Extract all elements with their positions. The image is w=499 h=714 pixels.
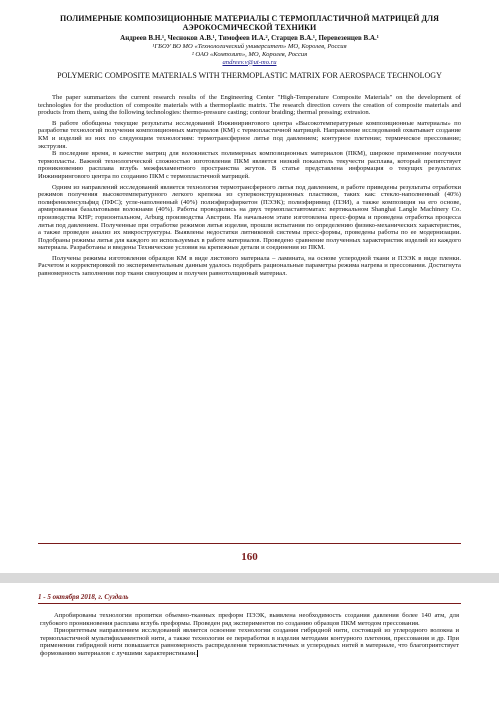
- body-paragraph: В последние время, в качестве матриц для волокнистых полимерных композиционных материалов (ПКМ), широкое применение получили термопласты. Важной технологической сложностью изготовления ПКМ является низкий показатель текучести расплава, который препятствует проникновению расплава вглубь межфиламентного пространства жгутов. В статье представлена информация о текущих результатах Инжинирингового центра по созданию ПКМ с термопластичной матрицей.: [38, 150, 461, 180]
- author-list: [38, 34, 461, 43]
- conference-header: 1 - 5 октября 2018, г. Суздаль: [38, 583, 461, 604]
- body-paragraph: Получены режимы изготовления образцов КМ в виде листового материала – ламината, на основе углеродной ткани и ПЭЭК в виде пленки. Расчетом и корректировкой по экспериментальным данным удалось подобрать рациональные параметры режима нагрева и прессования. Достигнута равномерность заполнения пор ткани связующим и получен равнотолщинный материал.: [38, 254, 461, 278]
- document-page-bottom: [0, 583, 499, 714]
- paper-title: ПОЛИМЕРНЫЕ КОМПОЗИЦИОННЫЕ МАТЕРИАЛЫ С ТЕРМОПЛАСТИЧНОЙ МАТРИЦЕЙ ДЛЯ АЭРОКОСМИЧЕСКОЙ ТЕХНИКИ: [59, 14, 440, 32]
- body-paragraph: Одним из направлений исследований является технология термотрансферного литья под давлением, в работе приведены результаты отработки режимов получения высокотемпературного легкого крепежа из суперконструкционных пластиков, таких как: стекло-наполненный (40%) полифениленсульфид (ПФС); угле-наполненный (40%) полиэфирэфиркетон (ПЭЭК); полиэфиримид (ПЭИ), а также композиция на его основе, армированная базальтовыми волокнами (40%). Работы проводились на двух термопластавтоматах: вертикальном Shanghai Langle Machinery Co. производства КНР; горизонтальном, Arburg производства Австрии. На начальном этапе изготовлена пресс-форма и проведена отработка процесса литья под давлением. Полученные при отработке режимов литья изделия, прошли испытания по определению физико-механических характеристик, а также проведен анализ их микроструктуры. Выявлены недостатки литниковой системы пресс-формы, проведены работы по ее модернизации. Подобраны режимы литья для каждого из используемых в работе материалов. Проведено сравнение полученных характеристик изделий из каждого материала. Разработаны и введены Технические условия на крепежные детали и соединения из ПКМ.: [38, 183, 461, 252]
- footer-rule: [38, 543, 461, 544]
- body-paragraph: [40, 627, 459, 657]
- body-paragraph-text: Приоритетным направлением исследований является освоение технологии создания гибридной нити, состоящей из углеродного волокна и термопластичной мультифиламентной нити, а также технологии ее переработки в изделия методами контурного плетения, прессования и др. При применении гибридной нити повышается равномерность распределения термопластичных и углеродных нитей в материале, что благоприятствует формованию материалов с лучшими характеристиками.: [40, 627, 459, 657]
- abstract-english: The paper summarizes the current research results of the Engineering Center "High-Temperature Composite Materials" on the development of technologies for the production of composite materials with a thermoplastic matrix. The research direction covers the creation of composite materials and products from them, using the following technologies: thermo-pressure casting; contour braiding; thermal pressing; extrusion.: [38, 94, 461, 117]
- affiliation-2: ² ОАО «Композит», МО, Королев, Россия: [191, 50, 308, 58]
- body-paragraph: Апробированы технологии пропитки объемно-тканных преформ ПЭЭК, выявлена необходимость создания давления более 140 атм, для глубокого проникновения расплава вглубь преформы. Проведен ряд экспериментов по созданию образцов ПКМ методом прессования.: [40, 612, 459, 627]
- text-cursor: [197, 650, 198, 657]
- authors-text: Андреев В.Н.¹, Чесноков А.В.¹, Тимофеев И.А.², Старцев В.А.¹, Перевезенцев В.А.¹: [120, 34, 379, 42]
- author-email-link[interactable]: andreev.v@ut-mo.ru: [222, 58, 277, 66]
- english-title: POLYMERIC COMPOSITE MATERIALS WITH THERMOPLASTIC MATRIX FOR AEROSPACE TECHNOLOGY: [57, 70, 442, 80]
- affiliation-1: ¹ГБОУ ВО МО «Технологический университет» МО, Королев, Россия: [152, 42, 347, 50]
- page-number: 160: [241, 551, 258, 563]
- abstract-russian: В работе обобщены текущие результаты исследований Инжинирингового центра «Высокотемпературные композиционные материалы» по разработке технологий получения композиционных материалов (КМ) с термопластичной матрицей. Направление исследований охватывает создание КМ и изделий из них по следующим технологиям: термотрансферное литье под давлением; контурное плетение; термическое прессование; экструзия.: [38, 119, 461, 150]
